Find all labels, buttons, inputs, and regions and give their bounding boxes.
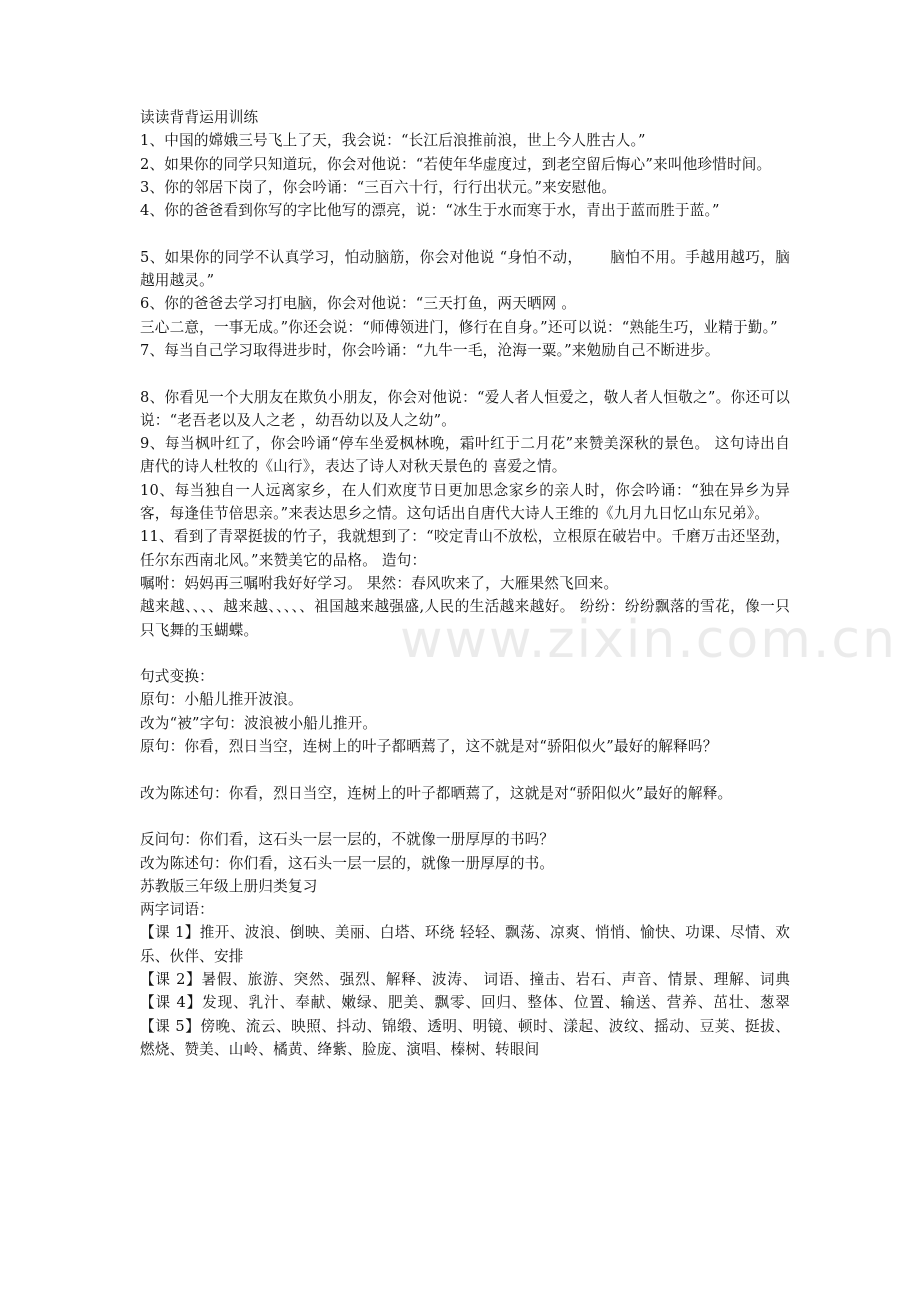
paragraph: 6、你的爸爸去学习打电脑，你会对他说：“三天打鱼，两天晒网 。 <box>140 295 577 313</box>
paragraph: 1、中国的嫦娥三号飞上了天，我会说：“长江后浪推前浪，世上今人胜古人。” <box>140 132 646 150</box>
blank-line <box>140 362 790 385</box>
blank-line <box>140 642 790 665</box>
paragraph: 7、每当自己学习取得进步时，你会吟诵：“九牛一毛，沧海一粟。”来勉励自己不断进步。 <box>140 341 720 359</box>
paragraph: 9、每当枫叶红了，你会吟诵“停车坐爱枫林晚，霜叶红于二月花”来赞美深秋的景色。 这句诗出自唐代的诗人杜牧的《山行》，表达了诗人对秋天景色的 喜爱之情。 <box>140 435 790 476</box>
paragraph: 8、你看见一个大朋友在欺负小朋友，你会对他说：“爱人者人恒爱之，敬人者人恒敬之”。你还可以说：“老吾老以及人之老 ，幼吾幼以及人之幼”。 <box>140 388 790 429</box>
paragraph: 改为“被”字句：波浪被小船儿推开。 <box>140 714 378 732</box>
document-title: 读读背背运用训练 <box>140 109 259 126</box>
paragraph: 原句：你看，烈日当空，连树上的叶子都晒蔫了，这不就是对“骄阳似火”最好的解释吗？ <box>140 738 718 756</box>
blank-line <box>140 222 790 245</box>
paragraph: 苏教版三年级上册归类复习 <box>140 877 318 895</box>
paragraph: 2、如果你的同学只知道玩，你会对他说：“若使年华虚度过，到老空留后悔心”来叫他珍惜时间。 <box>140 155 772 173</box>
paragraph: 嘱咐：妈妈再三嘱咐我好好学习。 果然：春风吹来了，大雁果然飞回来。 <box>140 574 619 592</box>
watermark: www.zixin.com.cn <box>400 610 897 670</box>
paragraph: 改为陈述句：你们看，这石头一层一层的，就像一册厚厚的书。 <box>140 854 555 872</box>
paragraph: 3、你的邻居下岗了，你会吟诵：“三百六十行，行行出状元。”来安慰他。 <box>140 178 617 196</box>
paragraph: 【课 1】推开、波浪、倒映、美丽、白塔、环绕 轻轻、飘荡、凉爽、悄悄、愉快、功课、尽情、欢乐、伙伴、安排 <box>140 924 790 965</box>
blank-line <box>140 758 790 781</box>
paragraph: 【课 2】暑假、旅游、突然、强烈、解释、波涛、 词语、撞击、岩石、声音、情景、理解、词典 【课 4】发现、乳汁、奉献、嫩绿、肥美、飘零、回归、整体、位置、输送、营养、茁壮、葱翠 【课 5】傍晚、流云、映照、抖动、锦缎、透明、明镜、顿时、漾起、波纹、摇动、豆荚、挺拔、燃烧、赞美、山岭、橘黄、绛紫、脸庞、演唱、榛树、转眼间 <box>140 970 790 1058</box>
paragraph: 4、你的爸爸看到你写的字比他写的漂亮，说：“冰生于水而寒于水，青出于蓝而胜于蓝。” <box>140 202 720 220</box>
paragraph: 原句：小船儿推开波浪。 <box>140 691 303 709</box>
paragraph: 5、如果你的同学不认真学习，怕动脑筋，你会对他说 “身怕不动， 脑怕不用。手越用越巧，脑越用越灵。” <box>140 248 790 290</box>
blank-line <box>140 805 790 828</box>
paragraph: 三心二意，一事无成。”你还会说：“师傅领进门，修行在自身。”还可以说：“熟能生巧，业精于勤。” <box>140 318 778 336</box>
paragraph: 越来越、、、、越来越、、、、、祖国越来越强盛,人民的生活越来越好。 纷纷：纷纷飘落的雪花，像一只只飞舞的玉蝴蝶。 <box>140 598 790 639</box>
paragraph: 句式变换： <box>140 668 214 686</box>
paragraph: 两字词语： <box>140 901 214 919</box>
paragraph: 改为陈述句：你看，烈日当空，连树上的叶子都晒蔫了，这就是对“骄阳似火”最好的解释。 <box>140 784 733 802</box>
document-body <box>140 106 790 1061</box>
paragraph: 11、看到了青翠挺拔的竹子，我就想到了：“咬定青山不放松，立根原在破岩中。千磨万击还坚劲，任尔东西南北风。”来赞美它的品格。 造句： <box>140 528 790 569</box>
paragraph: 10、每当独自一人远离家乡，在人们欢度节日更加思念家乡的亲人时，你会吟诵：“独在异乡为异客，每逢佳节倍思亲。”来表达思乡之情。这句话出自唐代大诗人王维的《九月九日忆山东兄弟》。 <box>140 481 790 523</box>
paragraph: 反问句：你们看，这石头一层一层的，不就像一册厚厚的书吗？ <box>140 831 555 849</box>
